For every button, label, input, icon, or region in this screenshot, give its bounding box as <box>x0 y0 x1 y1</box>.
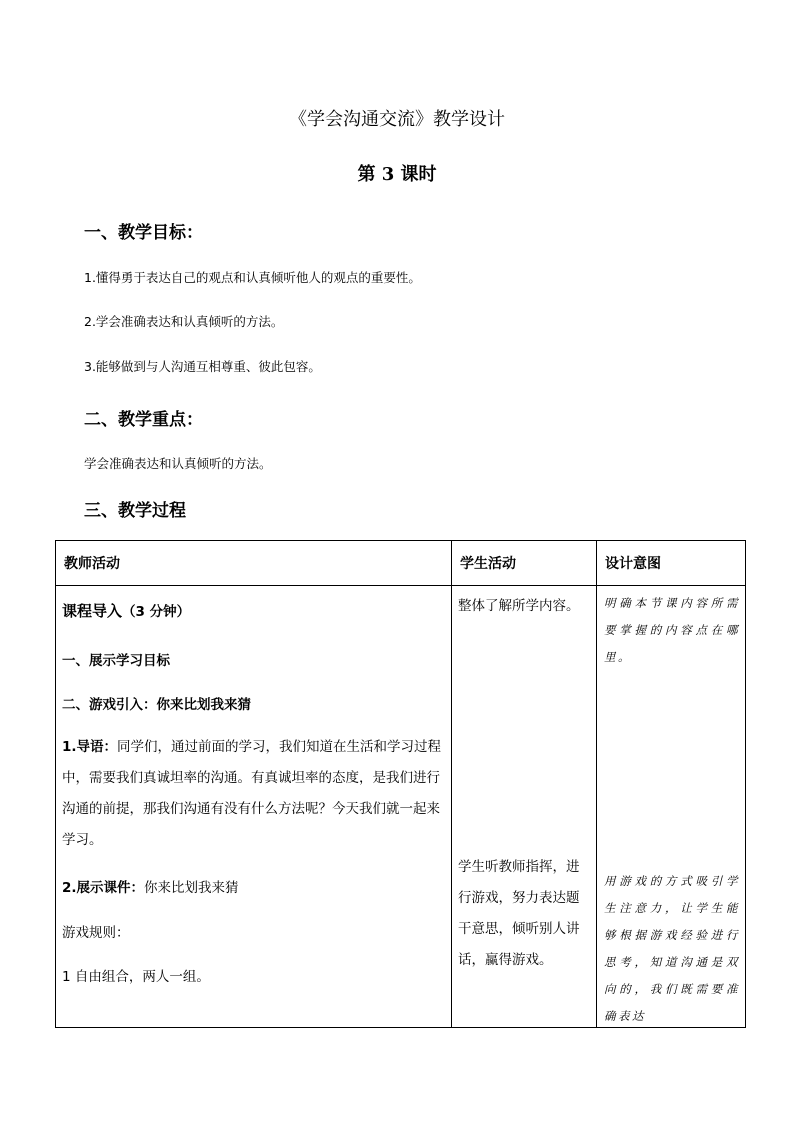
goal-item-3: 3.能够做到与人沟通互相尊重、彼此包容。 <box>84 359 321 374</box>
process-heading: 三、教学过程 <box>84 501 186 521</box>
show-label: 2.展示课件： <box>62 880 145 896</box>
guide-paragraph <box>62 732 446 856</box>
show-text: 你来比划我来猜 <box>144 880 239 896</box>
focus-text: 学会准确表达和认真倾听的方法。 <box>84 456 272 471</box>
process-table <box>55 540 746 1028</box>
design-intent-1: 明确本节课内容所需要掌握的内容点在哪里。 <box>604 596 740 664</box>
goal-item-1: 1.懂得勇于表达自己的观点和认真倾听他人的观点的重要性。 <box>84 270 421 285</box>
student-activity-1: 整体了解所学内容。 <box>458 598 580 614</box>
focus-heading: 二、教学重点： <box>84 410 203 430</box>
goal-item-2: 2.学会准确表达和认真倾听的方法。 <box>84 314 284 329</box>
student-activity-cell <box>452 586 597 1028</box>
show-courseware <box>62 876 239 896</box>
section-time: （3 分钟） <box>122 604 191 620</box>
design-intent-2: 用游戏的方式吸引学生注意力，让学生能够根据游戏经验进行思考，知道沟通是双向的，我们既需要准确表达 <box>604 874 740 1023</box>
student-activity-2: 学生听教师指挥，进行游戏，努力表达题干意思，倾听别人讲话，赢得游戏。 <box>458 859 580 968</box>
lesson-number: 第 3 课时 <box>357 164 437 185</box>
table-row <box>56 586 746 1028</box>
rules-label: 游戏规则： <box>62 925 130 941</box>
header-student: 学生活动 <box>452 541 597 586</box>
rule-item-1: 1 自由组合，两人一组。 <box>62 969 210 985</box>
item-show-goals: 一、展示学习目标 <box>62 653 170 669</box>
table-header-row <box>56 541 746 586</box>
teacher-activity-cell <box>56 586 452 1028</box>
guide-label: 1.导语： <box>62 739 118 755</box>
document-title: 《学会沟通交流》教学设计 <box>289 109 505 130</box>
header-teacher: 教师活动 <box>56 541 452 586</box>
header-design: 设计意图 <box>597 541 746 586</box>
section-title <box>62 600 190 621</box>
goals-heading: 一、教学目标： <box>84 223 203 243</box>
guide-text: 同学们，通过前面的学习，我们知道在生活和学习过程中，需要我们真诚坦率的沟通。有真诚坦率的态度，是我们进行沟通的前提，那我们沟通有没有什么方法呢？今天我们就一起来学习。 <box>62 739 442 848</box>
section-title-text: 课程导入 <box>62 602 123 620</box>
item-game-intro: 二、游戏引入：你来比划我来猜 <box>62 697 251 713</box>
design-intent-cell <box>597 586 746 1028</box>
